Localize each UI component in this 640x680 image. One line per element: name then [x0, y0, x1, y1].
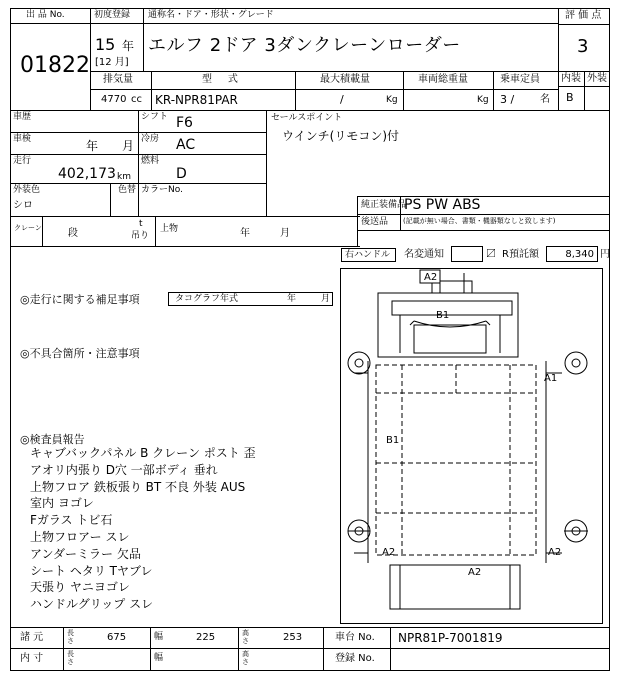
damage-code-rear-bumper: A2 — [468, 567, 482, 578]
tax-mark: 〼 — [486, 249, 496, 260]
displacement-unit: cc — [131, 94, 142, 105]
capacity-label: 乗車定員 — [500, 74, 540, 85]
chassis-number: NPR81P-7001819 — [398, 631, 503, 645]
displacement-label: 排気量 — [103, 74, 133, 85]
vehicle-name: エルフ 2ドア 3ダンクレーンローダー — [148, 35, 461, 56]
interior-length-label: 長さ — [67, 650, 74, 666]
ac-value: AC — [176, 137, 196, 153]
inspection-month-unit: 月 — [122, 139, 135, 153]
report-line: キャブバックパネル B クレーン ポスト 歪 — [30, 446, 256, 460]
gross-weight-unit: Kg — [477, 95, 489, 105]
max-load-label: 最大積載量 — [320, 74, 370, 85]
lot-number-label: 出 品 No. — [26, 10, 65, 20]
crane-tons: t — [139, 219, 143, 229]
height-label: 高さ — [242, 629, 249, 645]
aftermarket-label: 後送品 — [361, 217, 389, 227]
report-line: ハンドルグリップ スレ — [30, 597, 154, 612]
registration-number-label: 登録 No. — [335, 653, 375, 664]
report-line: 室内 ヨゴレ — [30, 496, 94, 511]
exterior-color: シロ — [13, 200, 33, 211]
score-label: 評 価 点 — [565, 10, 602, 21]
boarding-month-unit: 月 — [280, 228, 290, 239]
exterior-grade-label: 外装 — [587, 73, 607, 84]
recycle-amount-box: 8,340 — [546, 246, 598, 262]
report-line: シート ヘタリ Tヤブレ — [30, 563, 153, 578]
gross-weight-label: 車両総重量 — [418, 74, 468, 85]
inspection-year-unit: 年 — [86, 139, 99, 153]
interior-grade: B — [566, 91, 574, 104]
exterior-color-label: 外装色 — [13, 185, 41, 195]
damage-code-left-rear: A2 — [382, 547, 396, 558]
height-value: 253 — [283, 632, 303, 643]
score-value: 3 — [577, 36, 589, 57]
damage-code-cab-back: B1 — [436, 310, 450, 321]
width-value: 225 — [196, 632, 216, 643]
fuel-label: 燃料 — [141, 156, 160, 166]
damage-code-right-rear: A2 — [548, 547, 562, 558]
displacement: 4770 — [101, 94, 127, 105]
model-code: KR-NPR81PAR — [155, 93, 238, 107]
max-load-unit: Kg — [386, 95, 398, 105]
aftermarket-note: (記載が無い場合、書類・機器類なしと致します) — [403, 217, 556, 225]
report-line: Fガラス トビ石 — [30, 513, 113, 528]
lot-number: 01822 — [20, 53, 90, 78]
right-hand-drive-tag: 右ハンドル — [341, 248, 396, 262]
vehicle-name-label: 通称名・ドア・形状・グレード — [148, 10, 274, 20]
model-label: 型 式 — [202, 74, 238, 85]
capacity-unit: 名 — [540, 94, 550, 105]
sales-point-label: セールスポイント — [271, 113, 343, 123]
capacity-value: 3 / — [500, 93, 515, 106]
max-load-separator: / — [340, 93, 344, 106]
chassis-number-label: 車台 No. — [335, 632, 375, 643]
boarding-year-unit: 年 — [240, 228, 250, 239]
width-label: 幅 — [154, 632, 164, 642]
mileage-label: 走行 — [13, 156, 32, 166]
report-line: 上物フロア 鉄板張り BT 不良 外装 AUS — [30, 479, 246, 494]
report-line: 天張り ヤニヨゴレ — [30, 580, 130, 595]
inspector-report-title: ◎検査員報告 — [20, 433, 85, 446]
mileage-value: 402,173 — [58, 166, 116, 182]
fuel-value: D — [176, 166, 187, 182]
sales-point-text: ウインチ(リモコン)付 — [282, 129, 400, 143]
first-registration-label: 初度登録 — [94, 10, 131, 20]
color-number-label: カラーNo. — [141, 185, 183, 195]
length-label: 長さ — [67, 629, 74, 645]
year-unit: 年 — [122, 39, 135, 53]
recycle-label: R預託額 — [502, 249, 539, 260]
interior-height-label: 高さ — [242, 650, 249, 666]
first-registration-year: 15 — [95, 35, 116, 54]
equipment-value: PS PW ABS — [404, 197, 481, 213]
driving-notes-title: ◎走行に関する補足事項 — [20, 293, 140, 306]
crane-label: クレーン — [14, 224, 42, 232]
yen-unit: 円 — [600, 249, 610, 260]
vehicle-damage-diagram — [340, 263, 610, 626]
equipment-label: 純正装備品 — [361, 200, 407, 210]
name-change-label: 名変通知 — [404, 249, 444, 260]
shift-value: F6 — [176, 115, 193, 131]
interior-width-label: 幅 — [154, 653, 164, 663]
damage-code-cab-top: A2 — [424, 272, 438, 283]
shift-label: シフト — [141, 112, 169, 122]
damage-code-bed-left: B1 — [386, 435, 400, 446]
tachograph-box: タコグラフ年式 年 月 — [168, 292, 333, 306]
interior-grade-label: 内装 — [561, 73, 581, 84]
first-registration-month: [12 月] — [95, 57, 129, 68]
ac-label: 冷房 — [141, 134, 160, 144]
history-label: 車歴 — [13, 112, 32, 122]
report-line: 上物フロアー スレ — [30, 530, 130, 544]
interior-dimensions-label: 内 寸 — [20, 653, 44, 664]
defects-title: ◎不具合箇所・注意事項 — [20, 347, 140, 360]
report-line: アンダーミラー 欠品 — [30, 546, 141, 561]
name-change-box — [451, 246, 483, 262]
color-change-label: 色替 — [118, 185, 137, 195]
dimensions-label: 諸 元 — [20, 632, 44, 643]
crane-hang: 吊り — [131, 231, 150, 241]
crane-stage: 段 — [68, 228, 78, 239]
report-line: アオリ内張り D穴 一部ボディ 垂れ — [30, 462, 218, 477]
boarding-label: 上物 — [160, 224, 179, 234]
damage-code-right-front: A1 — [544, 373, 558, 384]
length-value: 675 — [107, 632, 127, 643]
mileage-unit: km — [117, 172, 131, 182]
inspection-label: 車検 — [13, 134, 32, 144]
